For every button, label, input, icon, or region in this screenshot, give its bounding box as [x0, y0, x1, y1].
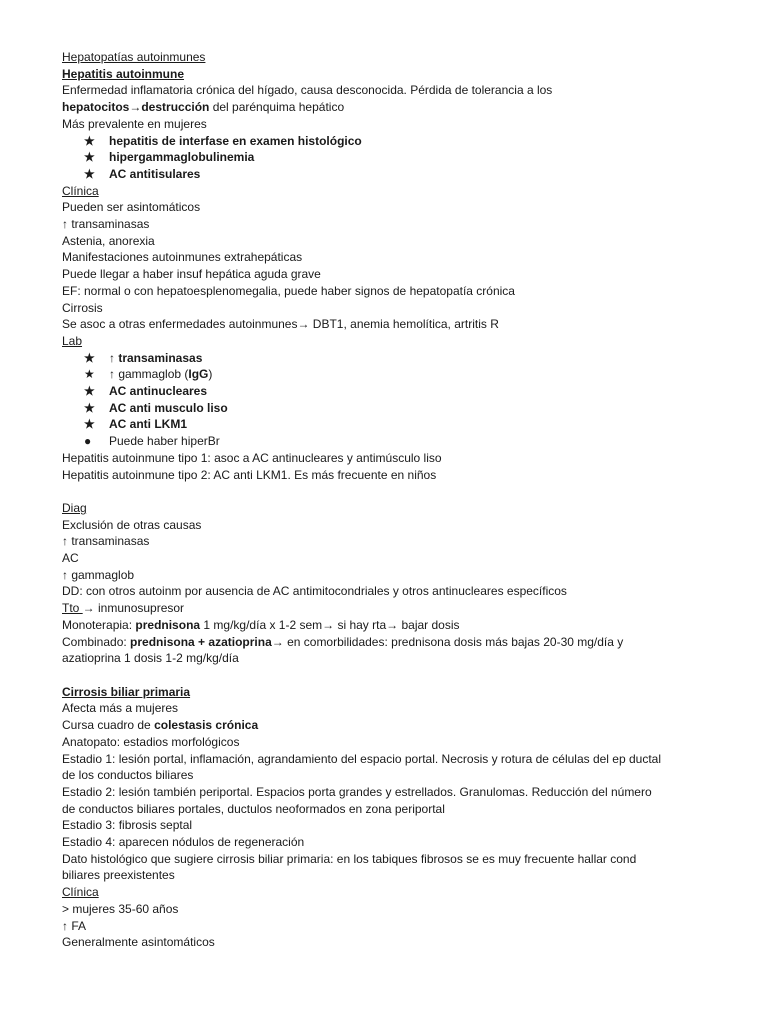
star-list-item [62, 133, 722, 150]
clinica-line: Astenia, anorexia [62, 233, 155, 248]
star-list-item [62, 149, 722, 166]
star-bullet-icon: ★ [84, 417, 95, 432]
text-plain: 1 mg/kg/día x 1-2 sem→ si hay rta→ bajar dosis [200, 617, 460, 632]
text-plain: Combinado: [62, 634, 131, 649]
list-item-text: AC antitisulares [109, 166, 201, 181]
text-bold: prednisona [135, 617, 201, 632]
cbp-line: Anatopato: estadios morfológicos [62, 734, 240, 749]
list-item-text: Puede haber hiperBr [109, 434, 220, 449]
definition-line-1: Enfermedad inflamatoria crónica del hígado, causa desconocida. Pérdida de tolerancia a los [62, 83, 553, 98]
document-body [62, 49, 722, 951]
diag-line: DD: con otros autoinm por ausencia de AC antimitocondriales y otros antinucleares específicos [62, 584, 567, 599]
tto-line [62, 600, 722, 617]
estadio-2-line-cont: de conductos biliares portales, ductulos neoformados en zona periportal [62, 801, 445, 816]
text-bold: prednisona + azatioprina [130, 634, 272, 649]
clinica-line: Se asoc a otras enfermedades autoinmunes→ DBT1, anemia hemolítica, artritis R [62, 317, 499, 332]
star-bullet-icon: ★ [84, 367, 95, 382]
list-item-text: hepatitis de interfase en examen histológico [109, 133, 362, 148]
text-plain: Monoterapia: [62, 617, 136, 632]
lab-list-item [62, 350, 722, 367]
section-heading-hepatitis-autoinmune: Hepatitis autoinmune [62, 66, 185, 81]
dato-line: Dato histológico que sugiere cirrosis biliar primaria: en los tabiques fibrosos se es muy frecuente hallar cond [62, 851, 637, 866]
clinica-line: EF: normal o con hepatoesplenomegalia, puede haber signos de hepatopatía crónica [62, 283, 515, 298]
clinica-line: ↑ transaminasas [62, 217, 150, 232]
diag-line: ↑ gammaglob [62, 567, 135, 582]
list-item-text: AC anti LKM1 [109, 417, 187, 432]
dot-bullet-icon: ● [84, 434, 92, 449]
lab-list-item [62, 383, 722, 400]
subheading-diag: Diag [62, 500, 87, 515]
star-bullet-icon: ★ [84, 150, 95, 165]
list-item-text: ↑ transaminasas [109, 350, 203, 365]
star-bullet-icon: ★ [84, 166, 95, 181]
cbp-clinica-line: > mujeres 35-60 años [62, 901, 179, 916]
list-item-text: hipergammaglobulinemia [109, 150, 255, 165]
prevalence-line: Más prevalente en mujeres [62, 116, 207, 131]
text-plain: → en comorbilidades: prednisona dosis más bajas 20-30 mg/día y [271, 634, 624, 649]
lab-list-item [62, 433, 722, 450]
estadio-2-line: Estadio 2: lesión también periportal. Espacios porta grandes y estrellados. Granulomas. Reducción del número [62, 784, 652, 799]
section-heading-cirrosis-biliar: Cirrosis biliar primaria [62, 684, 191, 699]
tipo-2-line: Hepatitis autoinmune tipo 2: AC anti LKM1. Es más frecuente en niños [62, 467, 437, 482]
dato-line-cont: biliares preexistentes [62, 868, 175, 883]
diag-line: Exclusión de otras causas [62, 517, 202, 532]
star-bullet-icon: ★ [84, 133, 95, 148]
document-title: Hepatopatías autoinmunes [62, 50, 206, 64]
estadio-4-line: Estadio 4: aparecen nódulos de regeneración [62, 835, 305, 850]
list-item-text: AC anti musculo liso [109, 400, 228, 415]
list-item-text: AC antinucleares [109, 384, 208, 399]
estadio-1-line: Estadio 1: lesión portal, inflamación, agrandamiento del espacio portal. Necrosis y rotura de células del ep ductal [62, 751, 662, 766]
text-plain: Cursa cuadro de [62, 718, 155, 733]
text-bold: IgG [188, 367, 209, 382]
subheading-clinica: Clínica [62, 183, 99, 198]
estadio-1-line-cont: de los conductos biliares [62, 768, 194, 783]
lab-list-item [62, 366, 722, 383]
tipo-1-line: Hepatitis autoinmune tipo 1: asoc a AC antinucleares y antimúsculo liso [62, 450, 442, 465]
definition-line-2 [62, 99, 722, 116]
subheading-clinica-cbp: Clínica [62, 885, 99, 900]
tto-label: Tto [62, 601, 83, 616]
blank-line [62, 667, 722, 684]
blank-line [62, 483, 722, 500]
lab-list-item [62, 400, 722, 417]
text-bold: colestasis crónica [154, 718, 259, 733]
cbp-clinica-line: Generalmente asintomáticos [62, 935, 215, 950]
list-item-text: ↑ gammaglob ( [109, 367, 189, 382]
clinica-line: Cirrosis [62, 300, 103, 315]
star-list-item [62, 166, 722, 183]
cbp-clinica-line: ↑ FA [62, 918, 87, 933]
clinica-line: Puede llegar a haber insuf hepática aguda grave [62, 267, 321, 282]
text-bold: destrucción [141, 100, 210, 115]
star-bullet-icon: ★ [84, 350, 95, 365]
text-plain: → inmunosupresor [82, 601, 185, 616]
list-item-text: ) [208, 367, 213, 382]
diag-line: AC [62, 551, 79, 566]
clinica-line: Pueden ser asintomáticos [62, 200, 201, 215]
estadio-3-line: Estadio 3: fibrosis septal [62, 818, 193, 833]
cbp-curso-line [62, 717, 722, 734]
text-bold: hepatocitos [62, 100, 130, 115]
star-bullet-icon: ★ [84, 400, 95, 415]
text-plain: del parénquima hepático [209, 100, 345, 115]
diag-line: ↑ transaminasas [62, 534, 150, 549]
cbp-line: Afecta más a mujeres [62, 701, 179, 716]
combinado-line [62, 634, 722, 651]
clinica-line: Manifestaciones autoinmunes extrahepáticas [62, 250, 303, 265]
combinado-line-2: azatioprina 1 dosis 1-2 mg/kg/día [62, 651, 239, 666]
monoterapia-line [62, 617, 722, 634]
subheading-lab: Lab [62, 333, 83, 348]
lab-list-item [62, 416, 722, 433]
star-bullet-icon: ★ [84, 384, 95, 399]
arrow-glyph: → [129, 100, 142, 115]
